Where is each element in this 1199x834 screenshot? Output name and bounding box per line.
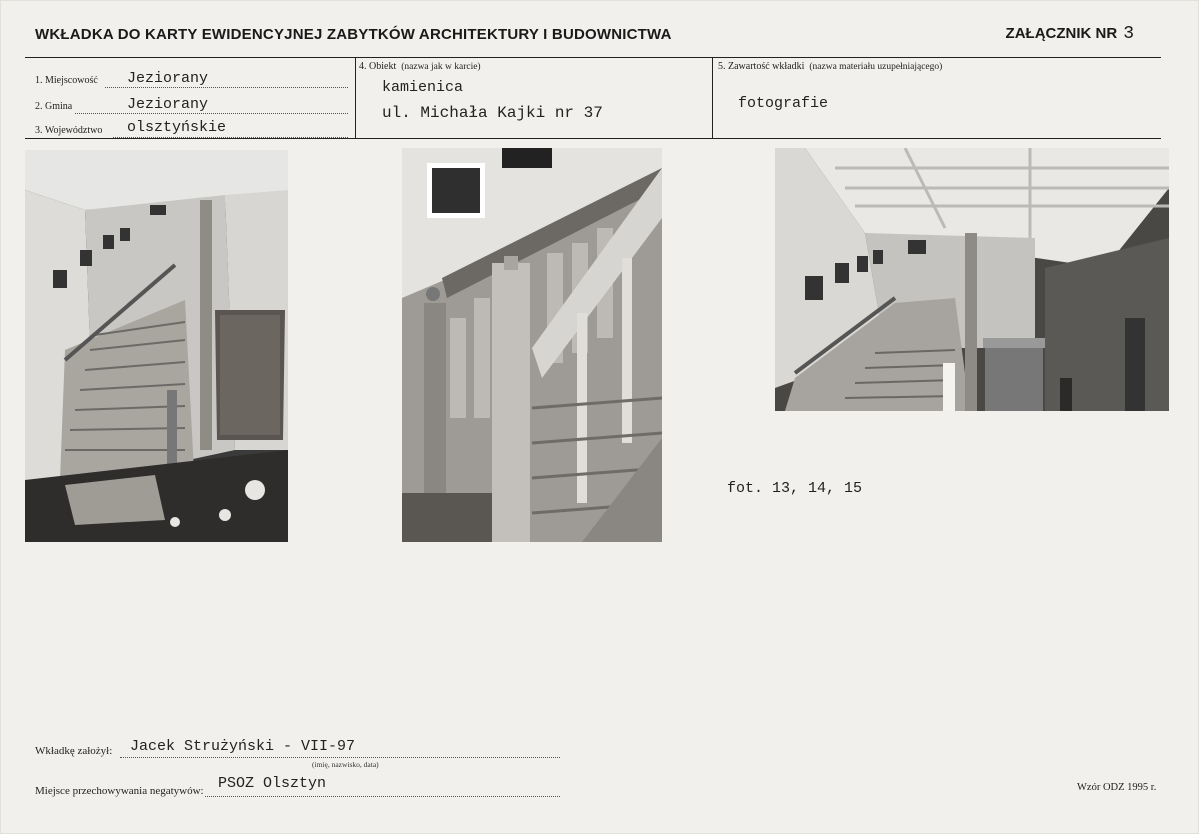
created-by-label: Wkładkę założył:: [35, 745, 113, 757]
object-value-line1: kamienica: [382, 79, 464, 96]
photo-staircase-left: [25, 150, 288, 542]
storage-value: PSOZ Olsztyn: [218, 775, 327, 792]
content-label-text: 5. Zawartość wkładki: [718, 61, 805, 72]
object-value-line2: ul. Michała Kajki nr 37: [382, 104, 603, 122]
annex-indicator: [1006, 24, 1134, 44]
fields-bottom-rule: [25, 138, 1161, 139]
voivodeship-underline: [113, 137, 348, 138]
commune-value: Jeziorany: [127, 96, 209, 113]
annex-label: ZAŁĄCZNIK NR: [1005, 25, 1118, 42]
commune-underline: [75, 113, 348, 114]
locality-underline: [105, 87, 348, 88]
voivodeship-label: 3. Województwo: [35, 125, 103, 136]
commune-label: 2. Gmina: [35, 101, 73, 112]
column-divider-1: [355, 57, 356, 139]
photos-caption: fot. 13, 14, 15: [727, 480, 863, 497]
created-by-hint: (imię, nazwisko, data): [312, 760, 379, 769]
storage-underline: [205, 796, 560, 797]
annex-number: 3: [1123, 24, 1134, 44]
locality-label: 1. Miejscowość: [35, 75, 98, 86]
object-label: [359, 61, 481, 72]
created-by-underline: [120, 757, 560, 758]
photo-staircase-middle: [402, 148, 662, 542]
created-by-value: Jacek Strużyński - VII-97: [130, 738, 356, 755]
photo-staircase-right: [775, 148, 1169, 411]
object-label-text: 4. Obiekt: [359, 61, 397, 72]
form-version: Wzór ODZ 1995 r.: [1077, 782, 1157, 793]
voivodeship-value: olsztyńskie: [127, 119, 227, 136]
header-rule: [25, 57, 1161, 58]
object-label-hint: (nazwa jak w karcie): [401, 62, 481, 72]
storage-label: Miejsce przechowywania negatywów:: [35, 785, 204, 797]
content-value: fotografie: [738, 95, 829, 112]
content-label: [718, 61, 942, 72]
column-divider-2: [712, 57, 713, 139]
form-title: WKŁADKA DO KARTY EWIDENCYJNEJ ZABYTKÓW ARCHITEKTURY I BUDOWNICTWA: [35, 26, 672, 43]
content-label-hint: (nazwa materiału uzupełniającego): [809, 62, 943, 72]
locality-value: Jeziorany: [127, 70, 209, 87]
